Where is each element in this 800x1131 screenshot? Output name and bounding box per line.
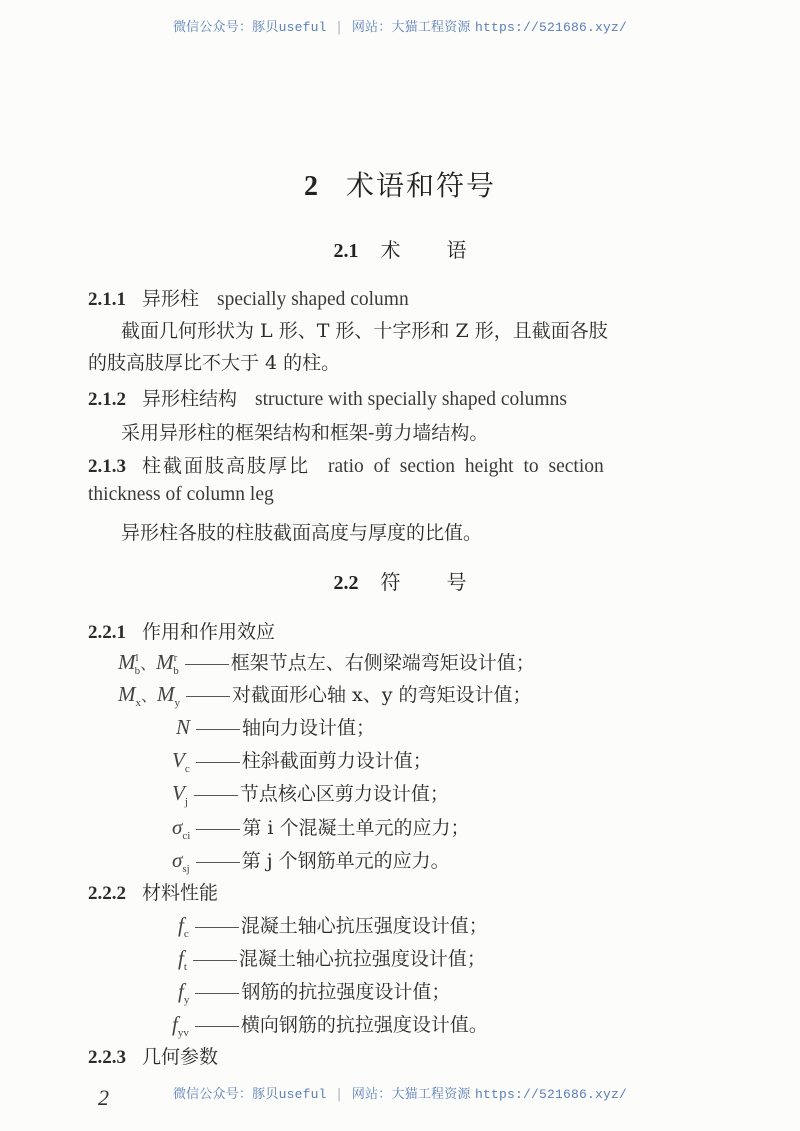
term-definition: 截面几何形状为 L 形、T 形、十字形和 Z 形，且截面各肢 — [121, 320, 608, 342]
symbol: $\sigma_{ci}$ — [172, 815, 191, 843]
symbol-description: 框架节点左、右侧梁端弯矩设计值； — [230, 652, 535, 674]
em-dash — [196, 862, 240, 863]
symbol-description: 轴向力设计值； — [242, 717, 376, 739]
watermark-prefix: 微信公众号：豚贝 — [172, 1087, 279, 1102]
watermark-url[interactable]: https://521686.xyz/ — [475, 20, 628, 35]
term-en: specially shaped column — [217, 289, 409, 310]
symbol-description: 对截面形心轴 x、y 的弯矩设计值； — [232, 684, 532, 706]
em-dash — [195, 993, 239, 994]
term-en-continued: thickness of column leg — [88, 484, 274, 505]
symbol-description: 钢筋的抗拉强度设计值； — [241, 981, 451, 1003]
em-dash — [185, 664, 229, 665]
symbol: $f_c$ — [178, 913, 189, 941]
em-dash — [196, 762, 240, 763]
symbol-row — [172, 746, 432, 775]
term-definition-cont: 的肢高肢厚比不大于 4 的柱。 — [88, 352, 341, 374]
clause-number: 2.2.3 — [88, 1047, 126, 1068]
subsection-heading-2-2-1 — [88, 617, 275, 644]
symbol: $M^l_b$、$M^r_b$ — [118, 650, 179, 678]
chapter-title — [0, 164, 800, 204]
watermark-separator: | — [336, 20, 342, 35]
page-number: 2 — [98, 1085, 109, 1110]
section-title-char: 术 — [380, 238, 401, 262]
term-heading-2-1-2 — [88, 384, 567, 411]
em-dash — [195, 927, 239, 928]
symbol: $f_t$ — [178, 946, 187, 974]
clause-number: 2.1.2 — [88, 389, 126, 410]
subsection-heading-2-2-3 — [88, 1042, 218, 1069]
term-en: ratio of section height to section — [328, 456, 604, 477]
watermark-brand: useful — [278, 20, 327, 35]
symbol: $f_{yv}$ — [172, 1012, 189, 1040]
symbol-row — [118, 680, 532, 709]
term-heading-2-1-3 — [88, 451, 604, 478]
symbol-row — [118, 648, 535, 677]
subsection-heading-2-2-2 — [88, 878, 218, 905]
term-zh: 柱截面肢高肢厚比 — [142, 455, 311, 477]
clause-number: 2.1.3 — [88, 456, 126, 477]
symbol-description: 横向钢筋的抗拉强度设计值。 — [240, 1014, 488, 1036]
symbol: N — [176, 715, 191, 739]
section-title-char: 符 — [380, 570, 401, 594]
watermark-separator: | — [336, 1087, 342, 1102]
symbol: $V_c$ — [172, 748, 190, 776]
symbol-row — [178, 944, 486, 973]
em-dash — [194, 795, 238, 796]
symbol: $f_y$ — [178, 979, 190, 1007]
symbol-description: 节点核心区剪力设计值； — [239, 783, 449, 805]
term-heading-2-1-1 — [88, 284, 409, 311]
symbol-row — [172, 813, 469, 842]
clause-number: 2.2.1 — [88, 622, 126, 643]
em-dash — [196, 829, 240, 830]
em-dash — [186, 696, 230, 697]
symbol-description: 混凝土轴心抗拉强度设计值； — [238, 948, 486, 970]
term-definition: 异形柱各肢的柱肢截面高度与厚度的比值。 — [121, 522, 483, 544]
symbol-row — [172, 779, 449, 808]
section-title-char: 号 — [446, 570, 467, 594]
subsection-title: 几何参数 — [142, 1046, 219, 1068]
section-heading-2-2 — [0, 566, 800, 595]
em-dash — [195, 1026, 239, 1027]
symbol: $M_x$、$M_y$ — [118, 682, 181, 710]
section-number: 2.2 — [333, 572, 359, 594]
watermark-site-label: 网站：大猫工程资源 — [351, 20, 471, 35]
watermark-site-label: 网站：大猫工程资源 — [351, 1087, 471, 1102]
symbol-row — [172, 846, 450, 875]
symbol-description: 柱斜截面剪力设计值； — [241, 750, 432, 772]
em-dash — [193, 960, 237, 961]
symbol-description: 混凝土轴心抗压强度设计值； — [240, 915, 488, 937]
symbol-row — [176, 713, 375, 740]
symbol-row — [178, 911, 488, 940]
chapter-title-text: 术语和符号 — [345, 169, 496, 202]
clause-number: 2.2.2 — [88, 883, 126, 904]
watermark-prefix: 微信公众号：豚贝 — [172, 20, 279, 35]
symbol: $V_j$ — [172, 781, 188, 809]
symbol-description: 第 i 个混凝土单元的应力； — [242, 817, 470, 839]
term-zh: 异形柱结构 — [142, 388, 238, 410]
symbol: $\sigma_{sj}$ — [172, 848, 190, 876]
symbol-description: 第 j 个钢筋单元的应力。 — [241, 850, 450, 872]
watermark-footer — [0, 1083, 800, 1102]
section-heading-2-1 — [0, 234, 800, 263]
watermark-header — [0, 16, 800, 35]
clause-number: 2.1.1 — [88, 289, 126, 310]
chapter-number: 2 — [303, 171, 320, 202]
term-definition: 采用异形柱的框架结构和框架-剪力墙结构。 — [121, 422, 489, 444]
term-zh: 异形柱 — [142, 288, 200, 310]
section-number: 2.1 — [333, 240, 359, 262]
term-en-cont — [88, 483, 274, 506]
watermark-brand: useful — [278, 1087, 327, 1102]
term-en: structure with specially shaped columns — [255, 389, 567, 410]
subsection-title: 材料性能 — [142, 882, 219, 904]
watermark-url[interactable]: https://521686.xyz/ — [475, 1087, 628, 1102]
em-dash — [196, 729, 240, 730]
symbol-row — [178, 977, 450, 1006]
section-title-char: 语 — [446, 238, 467, 262]
subsection-title: 作用和作用效应 — [142, 621, 276, 643]
symbol-row — [172, 1010, 488, 1039]
